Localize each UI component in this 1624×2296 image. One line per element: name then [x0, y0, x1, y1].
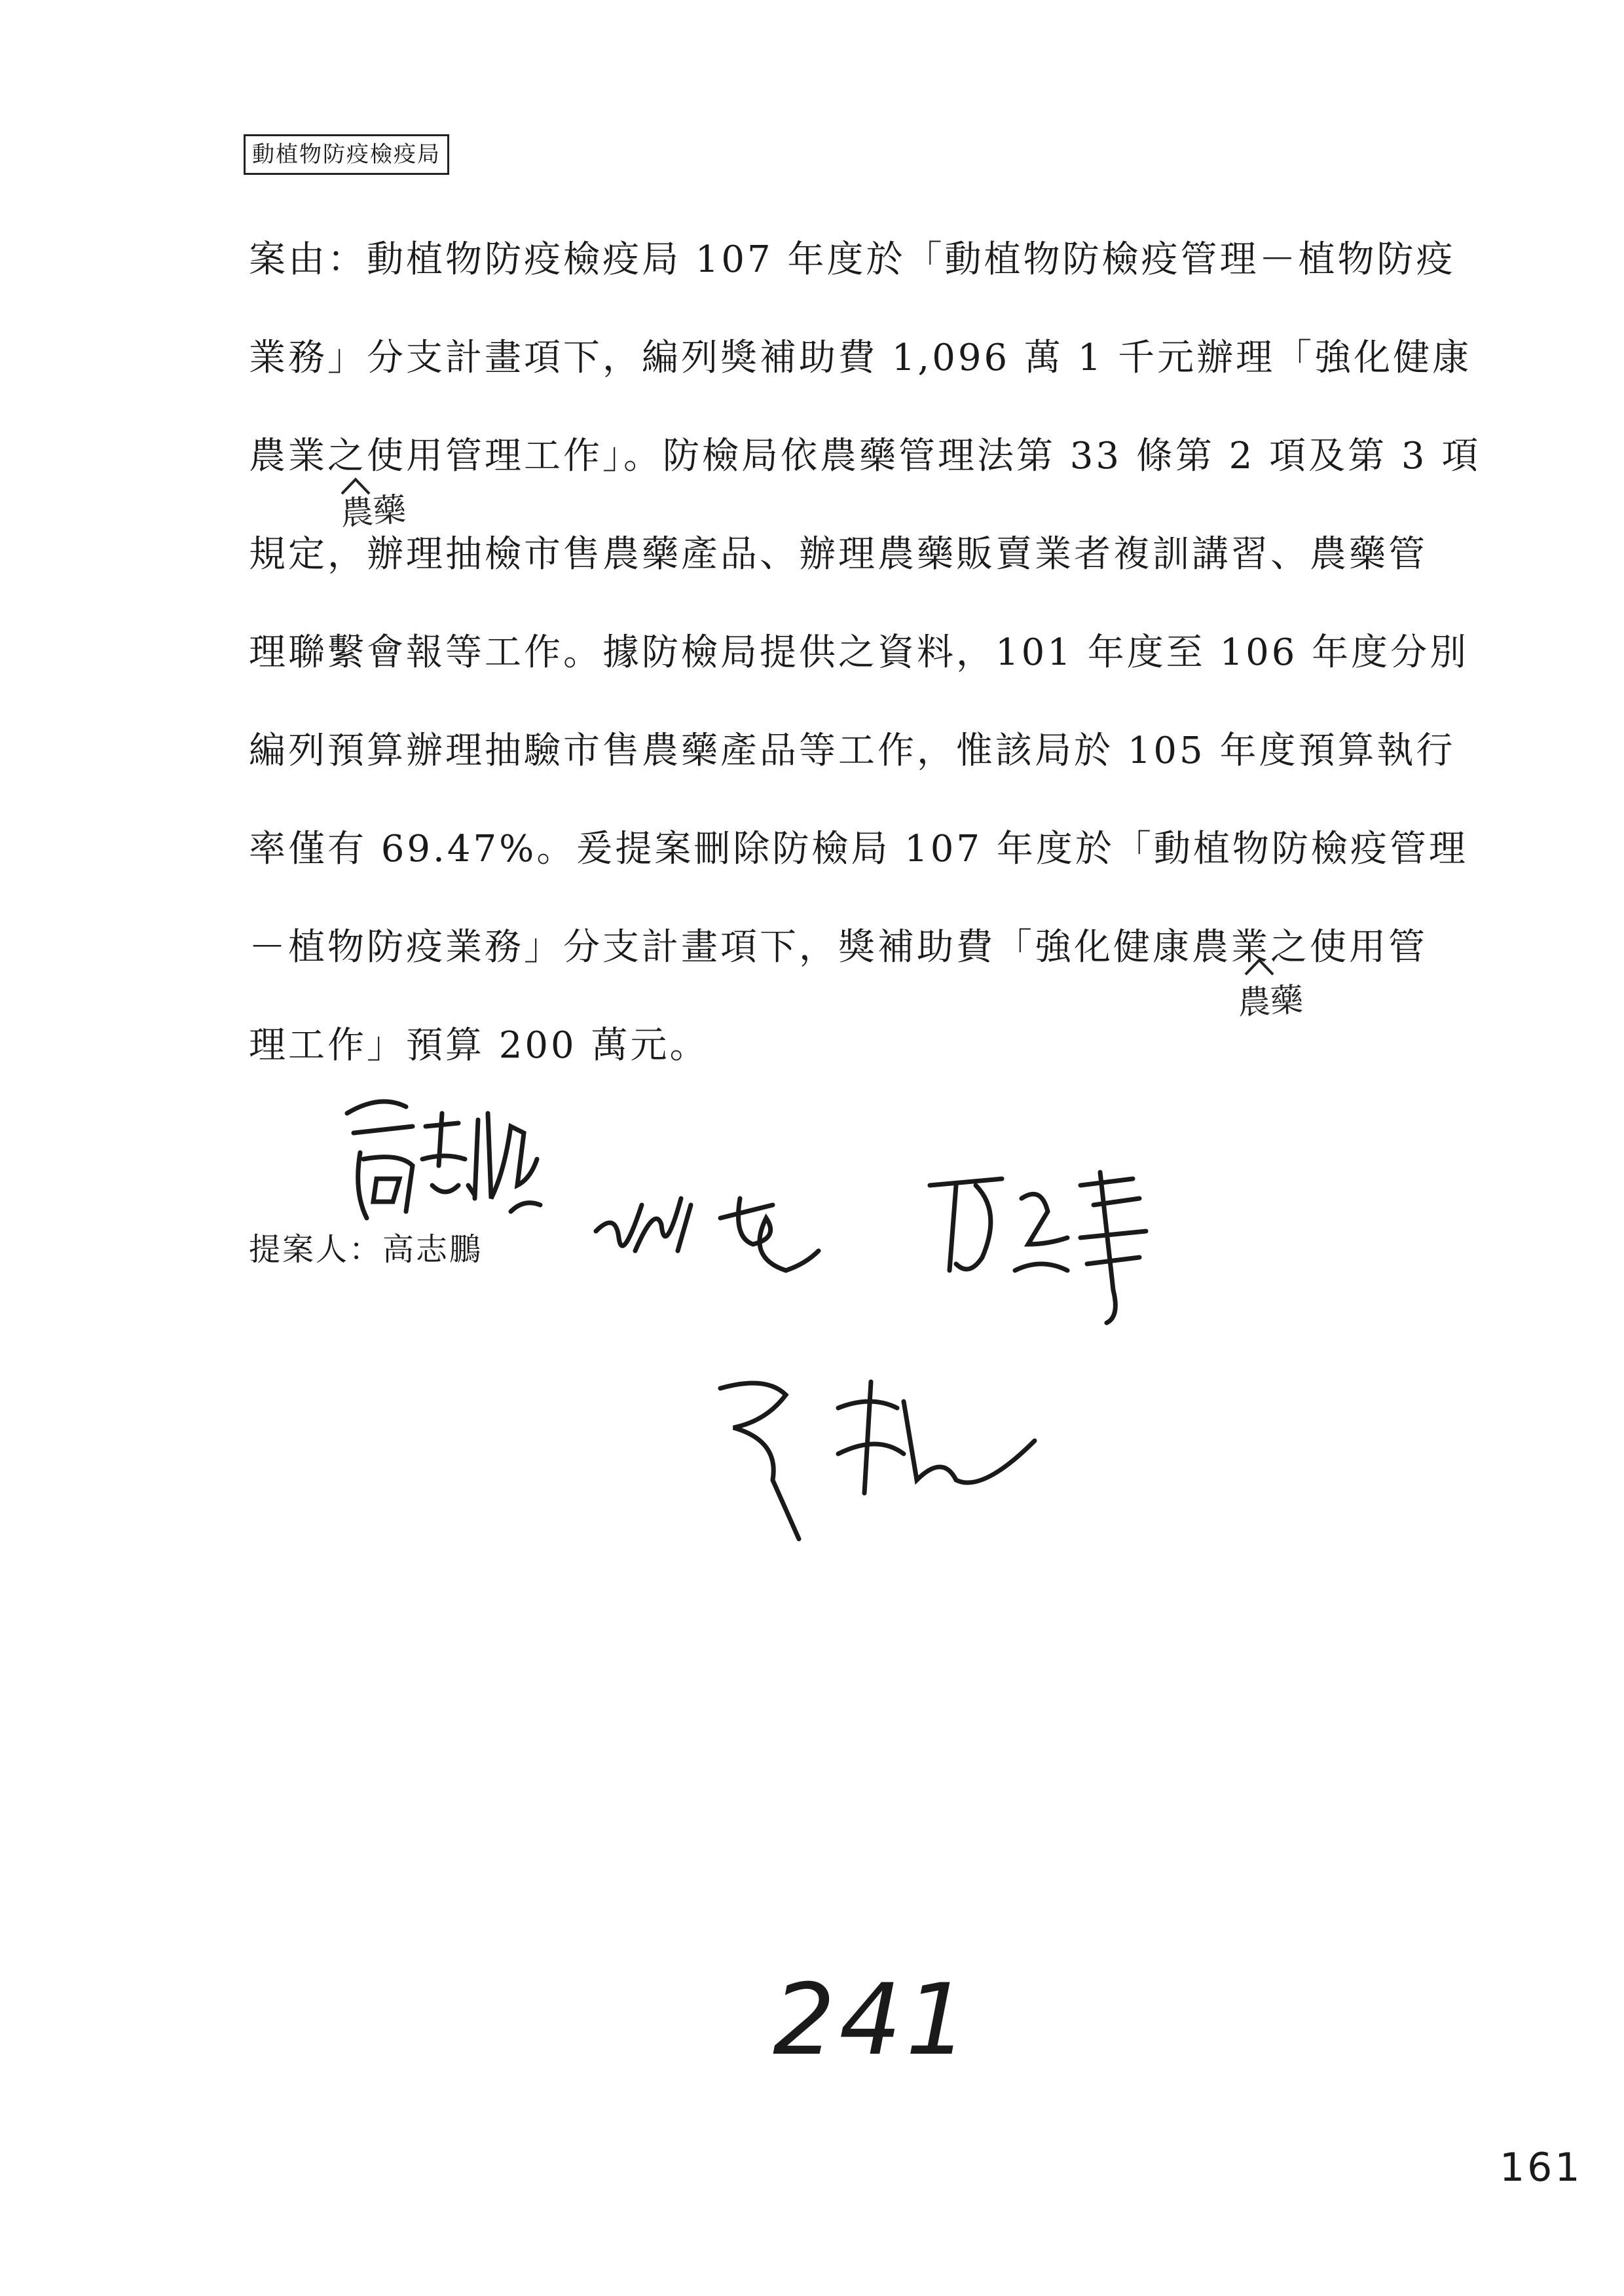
proposal-line-5: 理聯繫會報等工作。據防檢局提供之資料，101 年度至 106 年度分別	[249, 631, 1469, 674]
agency-header-box: 動植物防疫檢疫局	[244, 134, 449, 175]
proposal-line-1: 案由：動植物防疫檢疫局 107 年度於「動植物防檢疫管理－植物防疫	[249, 238, 1456, 281]
proposal-line-4: 規定，辦理抽檢市售農藥產品、辦理農藥販賣業者複訓講習、農藥管	[249, 533, 1428, 576]
corner-page-number: 161	[1500, 2145, 1583, 2191]
proposal-line-6: 編列預算辦理抽驗市售農藥產品等工作，惟該局於 105 年度預算執行	[249, 730, 1456, 772]
signature-proposer	[327, 1087, 550, 1238]
proposal-line-3: 農業之使用管理工作」。防檢局依農藥管理法第 33 條第 2 項及第 3 項	[249, 435, 1481, 477]
handwritten-page-number: 241	[773, 1963, 972, 2077]
handwritten-insertion-1: 農藥	[339, 490, 407, 533]
proposal-line-7: 率僅有 69.47%。爰提案刪除防檢局 107 年度於「動植物防檢疫管理	[249, 828, 1468, 870]
signature-cosigner-1	[589, 1179, 825, 1284]
insertion-caret-icon-2	[1243, 957, 1276, 977]
signature-cosigner-2	[917, 1159, 1166, 1329]
proposer-label: 提案人：高志鵬	[249, 1231, 483, 1268]
proposal-line-9: 理工作」預算 200 萬元。	[249, 1024, 709, 1067]
proposal-line-2: 業務」分支計畫項下，編列獎補助費 1,096 萬 1 千元辦理「強化健康	[249, 337, 1472, 379]
proposal-line-8: －植物防疫業務」分支計畫項下，獎補助費「強化健康農業之使用管	[249, 926, 1428, 969]
signature-cosigner-3	[707, 1362, 1048, 1546]
handwritten-insertion-2: 農藥	[1236, 980, 1304, 1022]
